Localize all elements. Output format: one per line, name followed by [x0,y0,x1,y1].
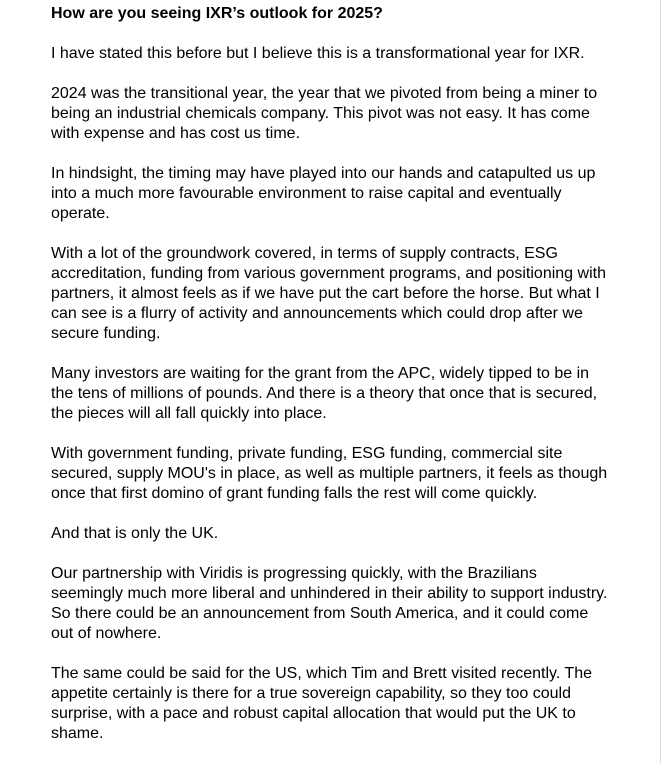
paragraph-5: Many investors are waiting for the grant from the APC, widely tipped to be in the tens of millions of pounds. And there is a theory that once that is secured, the pieces will all fall quickly into place. [51,365,598,422]
paragraph-6: With government funding, private funding, ESG funding, commercial site secured, supply MOU's in place, as well as multiple partners, it feels as though once that first domino of grant funding falls the rest will come quickly. [51,445,608,502]
paragraph-9: The same could be said for the US, which Tim and Brett visited recently. The appetite certainly is there for a true sovereign capability, so they too could surprise, with a pace and robust capital allocation that would put the UK to shame. [51,665,592,742]
paragraph-1: I have stated this before but I believe this is a transformational year for IXR. [51,45,585,62]
question-heading: How are you seeing IXR’s outlook for 2025? [51,5,383,22]
paragraph-3: In hindsight, the timing may have played into our hands and catapulted us up into a much more favourable environment to raise capital and eventually operate. [51,165,596,222]
paragraph-4: With a lot of the groundwork covered, in terms of supply contracts, ESG accreditation, funding from various government programs, and positioning with partners, it almost feels as if we have put the cart before the horse. But what I can see is a flurry of activity and announcements which could drop after we secure funding. [51,245,606,342]
paragraph-8: Our partnership with Viridis is progressing quickly, with the Brazilians seemingly much more liberal and unhindered in their ability to support industry. So there could be an announcement from South America, and it could come out of nowhere. [51,565,608,642]
document-body [51,4,611,764]
paragraph-2: 2024 was the transitional year, the year that we pivoted from being a miner to being an industrial chemicals company. This pivot was not easy. It has come with expense and has cost us time. [51,85,598,142]
paragraph-7: And that is only the UK. [51,525,219,542]
